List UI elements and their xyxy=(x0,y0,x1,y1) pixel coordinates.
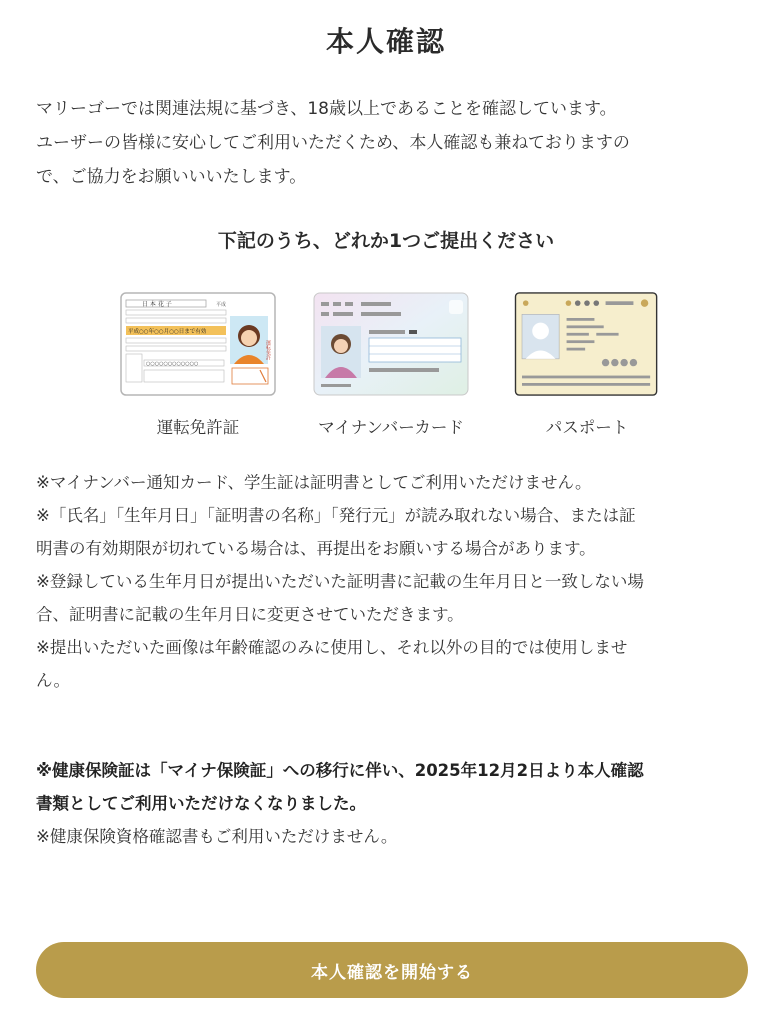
note-line: 合、証明書に記載の生年月日に変更させていただきます。 xyxy=(36,605,464,624)
document-options xyxy=(0,292,772,442)
document-label: マイナンバーカード xyxy=(318,418,464,437)
note-line: ※登録している生年月日が提出いただいた証明書に記載の生年月日と一致しない場 xyxy=(36,572,644,591)
intro-line: マリーゴーでは関連法規に基づき、18歳以上であることを確認しています。 xyxy=(36,99,617,119)
intro-line: で、ご協力をお願いいいたします。 xyxy=(36,167,307,187)
drivers-license-icon xyxy=(120,292,276,396)
note-line: ※提出いただいた画像は年齢確認のみに使用し、それ以外の目的では使用しませ xyxy=(36,638,628,657)
my-number-card-icon xyxy=(313,292,469,396)
note-line: ※マイナンバー通知カード、学生証は証明書としてご利用いただけません。 xyxy=(36,473,592,492)
start-verification-button[interactable]: 本人確認を開始する xyxy=(36,942,748,998)
note-line: ん。 xyxy=(36,671,70,690)
document-option-my-number-card xyxy=(306,292,476,438)
insurance-notice-sub: ※健康保険資格確認書もご利用いただけません。 xyxy=(36,827,398,846)
document-label: パスポート xyxy=(545,418,629,437)
insurance-notice xyxy=(36,754,746,853)
note-line: ※「氏名」「生年月日」「証明書の名称」「発行元」が読み取れない場合、または証 xyxy=(36,506,636,525)
intro-line: ユーザーの皆様に安心してご利用いただくため、本人確認も兼ねておりますの xyxy=(36,133,630,153)
license-expiry-text: 平成○○年○○月○○日まで有効 xyxy=(128,329,207,335)
passport-icon xyxy=(509,292,665,396)
license-kind-text: 運転免許 xyxy=(265,340,271,360)
license-number-text: ○○○○○○○○○○○○ xyxy=(146,361,199,367)
license-name-text: 日 本 花 子 xyxy=(142,301,172,308)
document-choice-heading: 下記のうち、どれか1つご提出ください xyxy=(217,230,555,252)
document-option-drivers-license xyxy=(113,292,283,438)
license-era-text: 平成 xyxy=(216,302,227,308)
note-line: 明書の有効期限が切れている場合は、再提出をお願いする場合があります。 xyxy=(36,539,596,558)
intro-text xyxy=(36,92,736,194)
document-option-passport xyxy=(502,292,672,438)
insurance-notice-bold: ※健康保険証は「マイナ保険証」への移行に伴い、2025年12月2日より本人確認 xyxy=(36,761,644,780)
page-title: 本人確認 xyxy=(325,25,446,58)
document-label: 運転免許証 xyxy=(156,418,240,437)
notes-section xyxy=(36,466,746,697)
insurance-notice-bold: 書類としてご利用いただけなくなりました。 xyxy=(36,794,366,813)
